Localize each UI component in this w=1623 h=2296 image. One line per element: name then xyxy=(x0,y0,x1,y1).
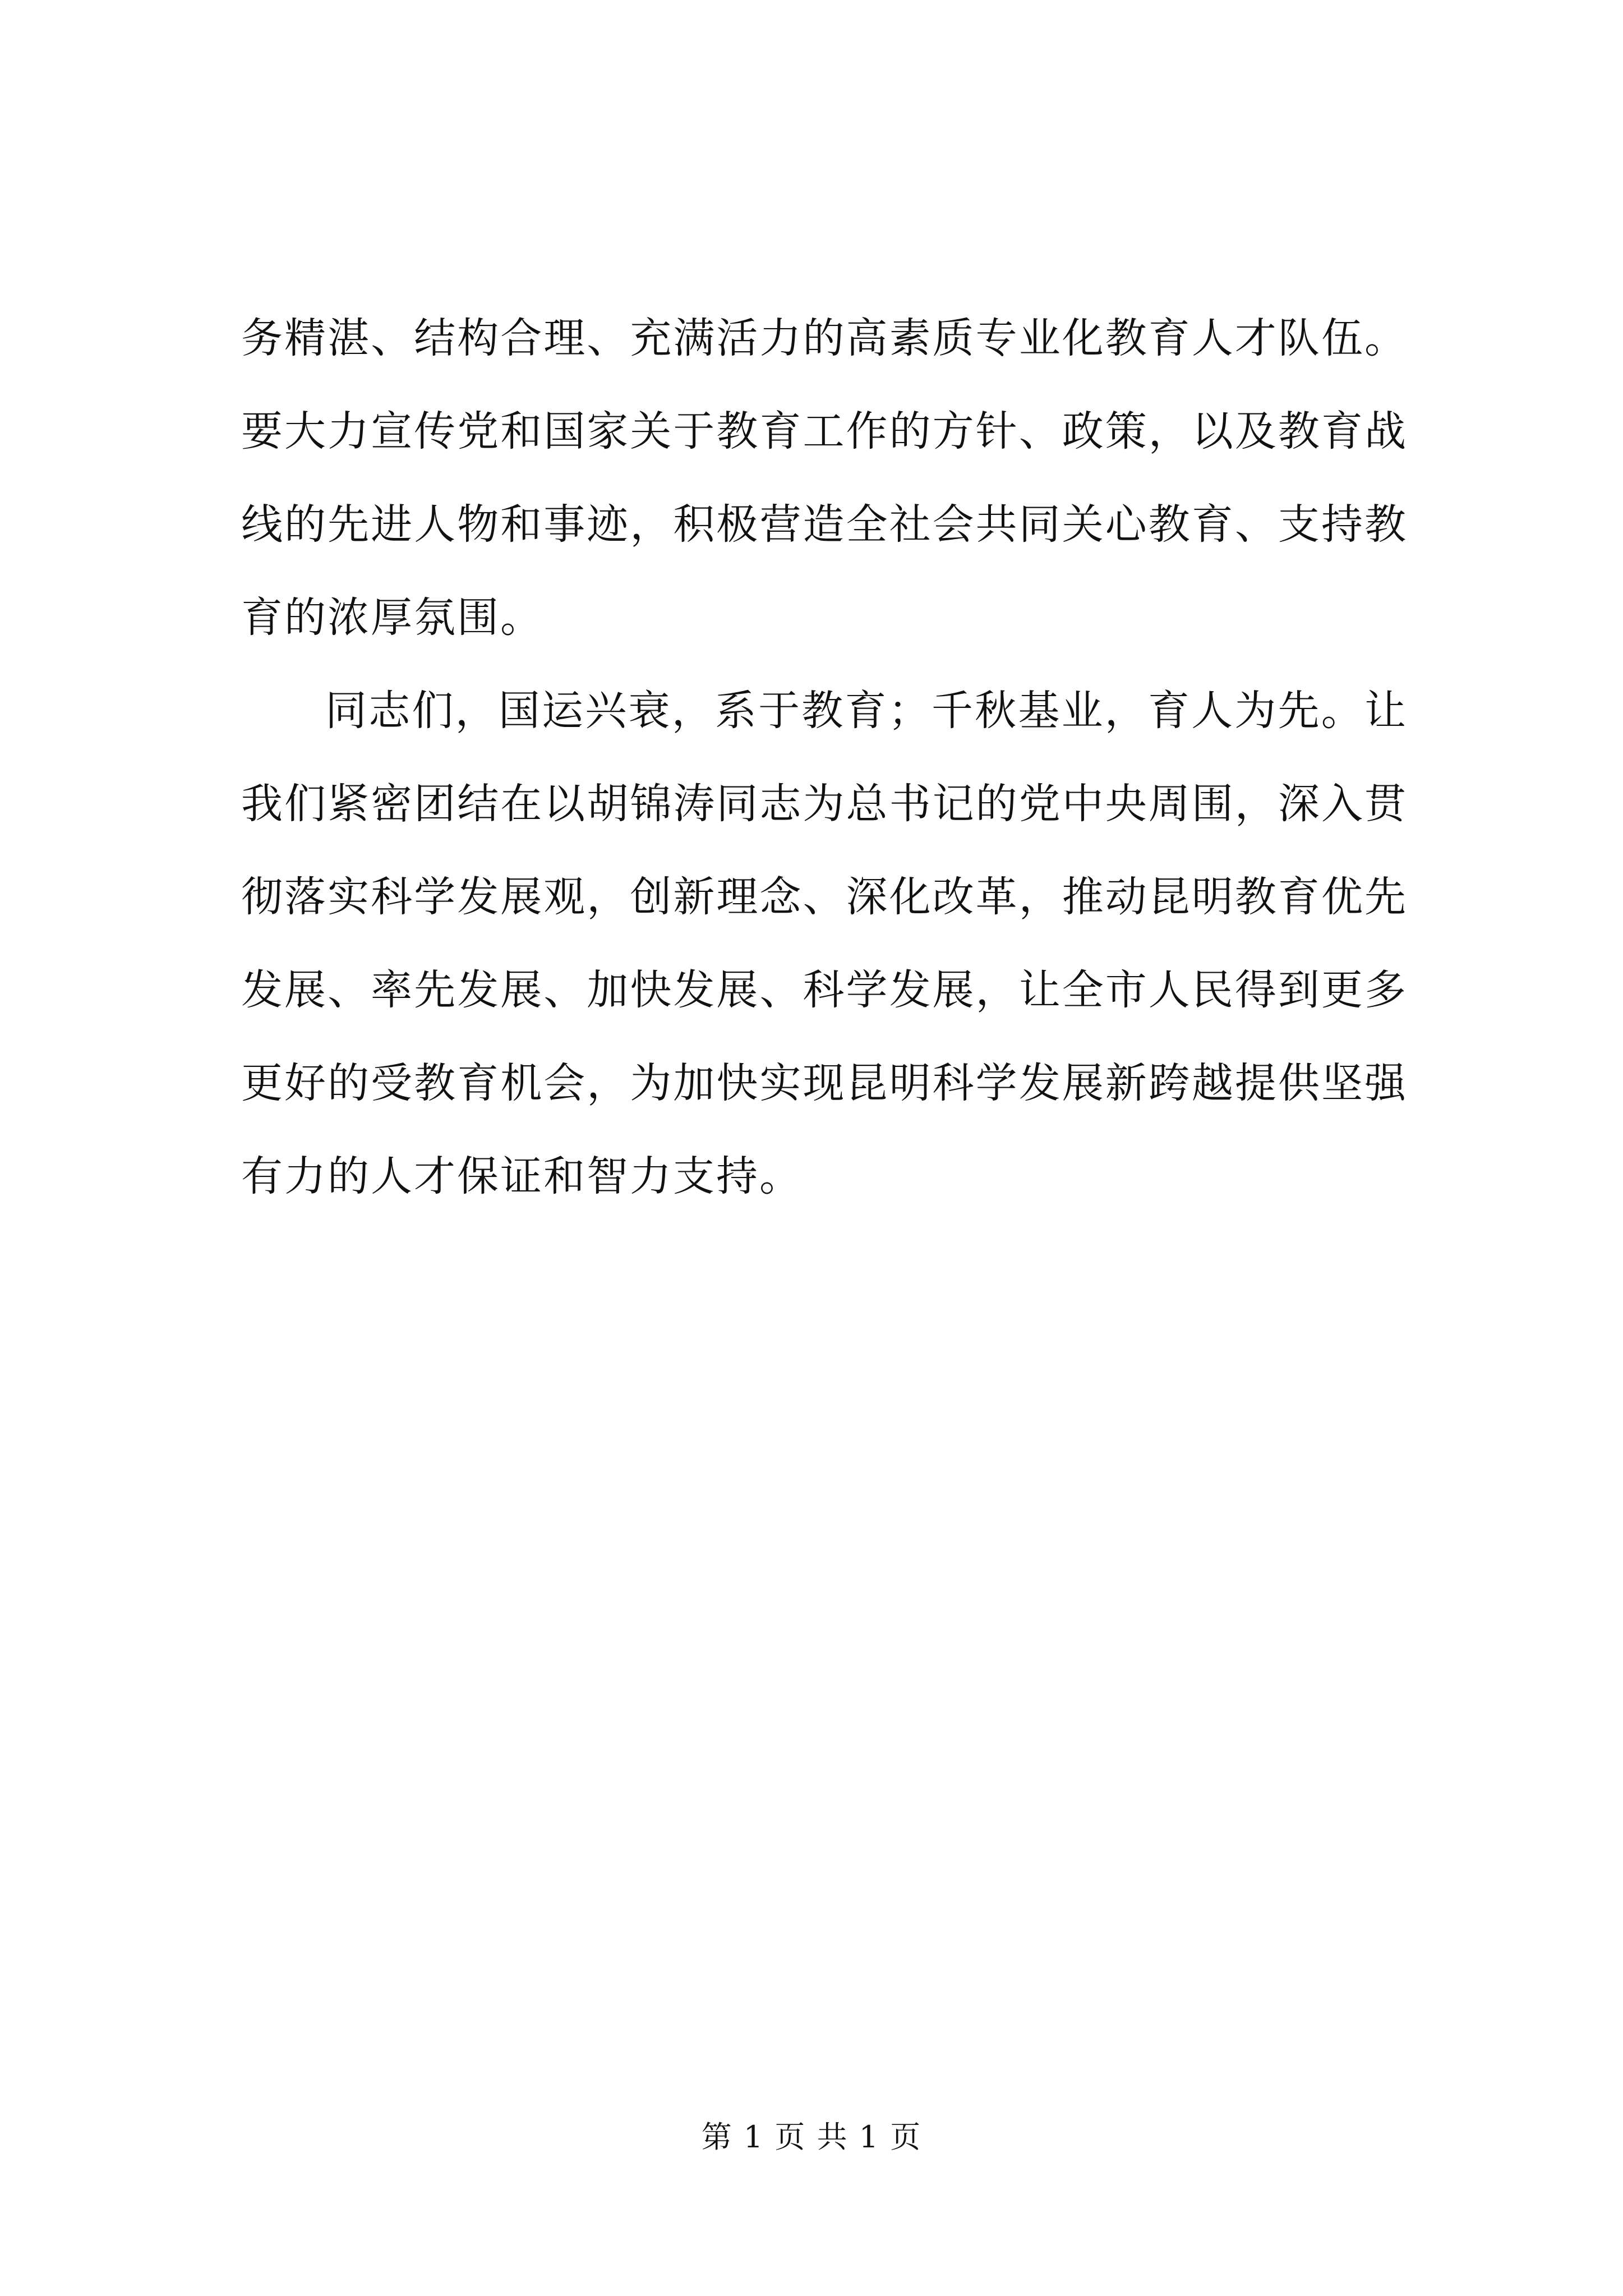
paragraph-closing: 同志们，国运兴衰，系于教育；千秋基业，育人为先。让我们紧密团结在以胡锦涛同志为总书记的党中央周围，深入贯彻落实科学发展观，创新理念、深化改革，推动昆明教育优先发展、率先发展、加快发展、科学发展，让全市人民得到更多更好的受教育机会，为加快实现昆明科学发展新跨越提供坚强有力的人才保证和智力支持。 xyxy=(241,687,1408,1200)
paragraph-continued: 务精湛、结构合理、充满活力的高素质专业化教育人才队伍。要大力宣传党和国家关于教育工作的方针、政策，以及教育战线的先进人物和事迹，积极营造全社会共同关心教育、支持教育的浓厚氛围。 xyxy=(241,314,1408,642)
page-number-footer: 第 1 页 共 1 页 xyxy=(701,2119,922,2155)
document-body xyxy=(241,292,1408,1223)
